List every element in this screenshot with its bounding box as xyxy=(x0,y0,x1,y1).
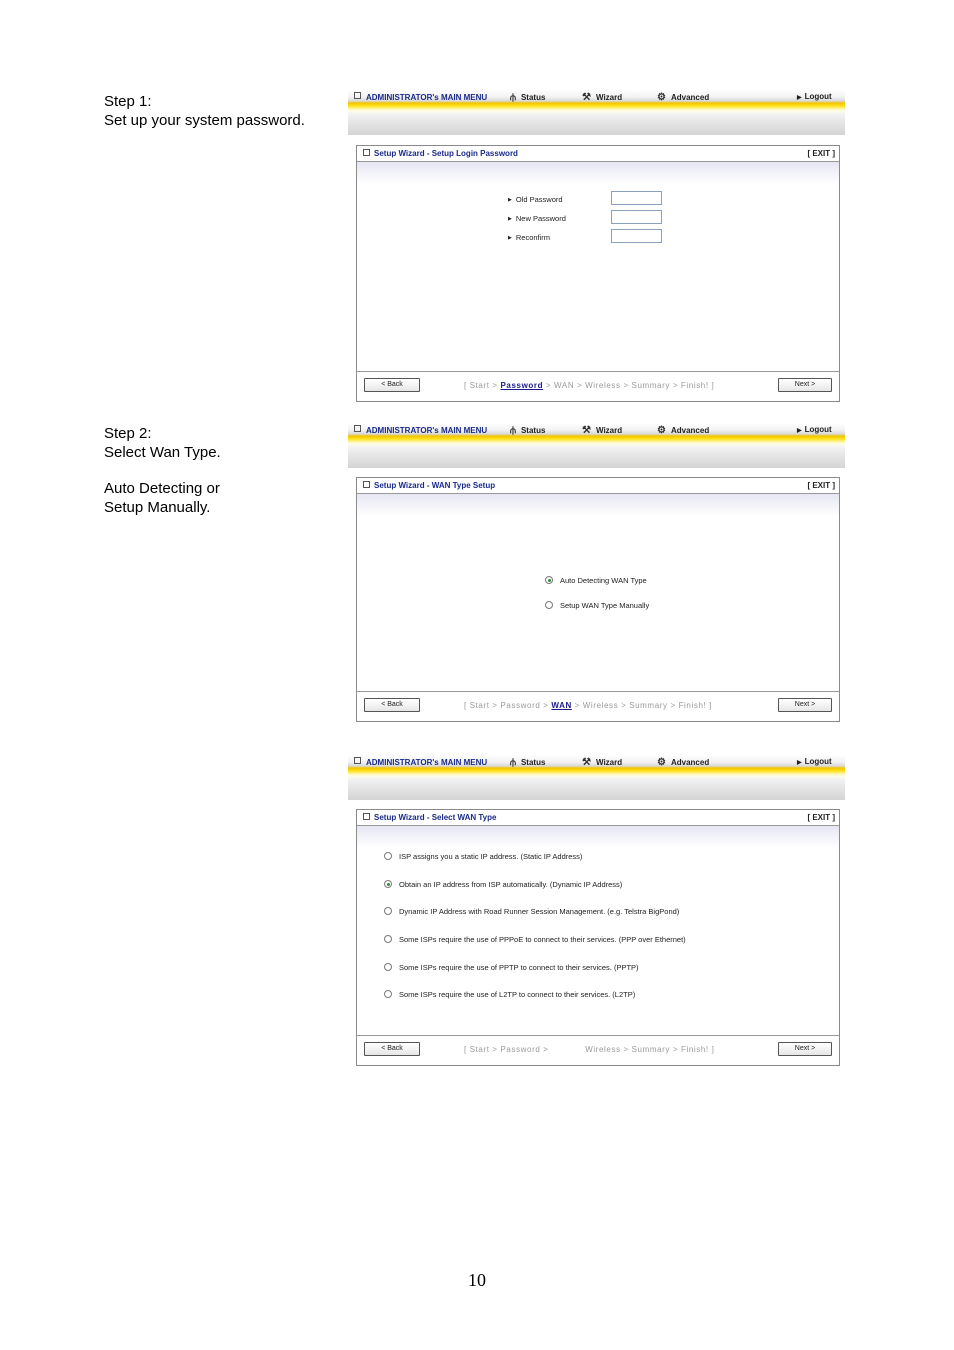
admin-main-menu[interactable]: ADMINISTRATOR's MAIN MENU xyxy=(354,92,487,102)
new-password-label: ▶ New Password xyxy=(508,214,566,223)
menu-advanced[interactable]: ⚙ Advanced xyxy=(657,425,710,436)
back-button[interactable]: < Back xyxy=(364,378,420,392)
menu-square-icon xyxy=(354,757,361,764)
arrow-right-icon: ▶ xyxy=(797,428,802,434)
wizard-panel-wan-setup xyxy=(356,477,840,722)
panel-square-icon xyxy=(363,813,370,820)
menu-status[interactable]: ⫛ Status xyxy=(510,425,546,436)
arrow-right-icon: ▶ xyxy=(797,95,802,101)
crumb-wan-current[interactable]: WAN xyxy=(551,701,572,710)
admin-main-menu[interactable]: ADMINISTRATOR's MAIN MENU xyxy=(354,757,487,767)
radio-unselected[interactable] xyxy=(384,907,392,915)
option-dynamic-ip[interactable]: Obtain an IP address from ISP automatically. (Dynamic IP Address) xyxy=(384,880,622,889)
step2-desc: Select Wan Type. xyxy=(104,444,221,461)
radio-unselected[interactable] xyxy=(545,601,553,609)
menu-logout[interactable]: ▶ Logout xyxy=(797,757,832,766)
step2-title: Step 2: xyxy=(104,425,152,442)
new-password-input[interactable] xyxy=(611,210,662,224)
panel-header xyxy=(357,810,839,826)
panel-band xyxy=(357,162,839,184)
next-button[interactable]: Next > xyxy=(778,378,832,392)
panel-square-icon xyxy=(363,149,370,156)
next-button[interactable]: Next > xyxy=(778,1042,832,1056)
wizard-panel-password xyxy=(356,145,840,402)
wizard-breadcrumb: [ Start > Password > Wireless > Summary > Finish! ] xyxy=(464,1045,715,1054)
main-menu-bar xyxy=(348,755,845,800)
main-menu-bar xyxy=(348,423,845,468)
advanced-icon: ⚙ xyxy=(657,92,666,103)
wizard-panel-select-wan xyxy=(356,809,840,1066)
radio-unselected[interactable] xyxy=(384,935,392,943)
panel-title: Setup Wizard - WAN Type Setup xyxy=(363,481,495,490)
wizard-icon: ⚒ xyxy=(582,92,591,103)
panel-title: Setup Wizard - Select WAN Type xyxy=(363,813,496,822)
exit-button[interactable]: [ EXIT ] xyxy=(807,481,835,490)
step1-text xyxy=(104,92,305,130)
advanced-icon: ⚙ xyxy=(657,757,666,768)
wizard-breadcrumb: [ Start > Password > WAN > Wireless > Summary > Finish! ] xyxy=(464,381,715,390)
menu-square-icon xyxy=(354,425,361,432)
crumb-password-current[interactable]: Password xyxy=(500,381,544,390)
step1-title: Step 1: xyxy=(104,93,152,110)
menu-wizard[interactable]: ⚒ Wizard xyxy=(582,757,623,768)
old-password-input[interactable] xyxy=(611,191,662,205)
old-password-label: ▶ Old Password xyxy=(508,195,563,204)
back-button[interactable]: < Back xyxy=(364,698,420,712)
panel-footer xyxy=(357,691,839,721)
advanced-icon: ⚙ xyxy=(657,425,666,436)
step2-note-1: Auto Detecting or xyxy=(104,480,220,497)
menu-square-icon xyxy=(354,92,361,99)
screenshot-password xyxy=(348,90,845,402)
status-icon: ⫛ xyxy=(510,757,516,768)
status-icon: ⫛ xyxy=(510,425,516,436)
menu-logout[interactable]: ▶ Logout xyxy=(797,92,832,101)
panel-footer xyxy=(357,1035,839,1065)
menu-status[interactable]: ⫛ Status xyxy=(510,757,546,768)
reconfirm-input[interactable] xyxy=(611,229,662,243)
panel-title: Setup Wizard - Setup Login Password xyxy=(363,149,518,158)
admin-main-menu[interactable]: ADMINISTRATOR's MAIN MENU xyxy=(354,425,487,435)
option-l2tp[interactable]: Some ISPs require the use of L2TP to connect to their services. (L2TP) xyxy=(384,990,635,999)
reconfirm-label: ▶ Reconfirm xyxy=(508,233,551,242)
wizard-icon: ⚒ xyxy=(582,757,591,768)
bullet-icon: ▶ xyxy=(508,216,512,222)
option-pptp[interactable]: Some ISPs require the use of PPTP to connect to their services. (PPTP) xyxy=(384,963,639,972)
exit-button[interactable]: [ EXIT ] xyxy=(807,149,835,158)
panel-header xyxy=(357,146,839,162)
main-menu-bar xyxy=(348,90,845,135)
panel-band xyxy=(357,494,839,516)
bullet-icon: ▶ xyxy=(508,197,512,203)
panel-footer xyxy=(357,371,839,401)
panel-square-icon xyxy=(363,481,370,488)
radio-unselected[interactable] xyxy=(384,852,392,860)
step2-note-2: Setup Manually. xyxy=(104,499,211,516)
status-icon: ⫛ xyxy=(510,92,516,103)
exit-button[interactable]: [ EXIT ] xyxy=(807,813,835,822)
option-auto-detect[interactable]: Auto Detecting WAN Type xyxy=(545,576,647,585)
radio-unselected[interactable] xyxy=(384,990,392,998)
option-road-runner[interactable]: Dynamic IP Address with Road Runner Session Management. (e.g. Telstra BigPond) xyxy=(384,907,679,916)
bullet-icon: ▶ xyxy=(508,235,512,241)
menu-logout[interactable]: ▶ Logout xyxy=(797,425,832,434)
menu-status[interactable]: ⫛ Status xyxy=(510,92,546,103)
wizard-icon: ⚒ xyxy=(582,425,591,436)
wizard-breadcrumb: [ Start > Password > WAN > Wireless > Summary > Finish! ] xyxy=(464,701,712,710)
page-number: 10 xyxy=(468,1270,486,1290)
step2-text xyxy=(104,424,221,517)
menu-wizard[interactable]: ⚒ Wizard xyxy=(582,425,623,436)
radio-selected[interactable] xyxy=(545,576,553,584)
panel-band xyxy=(357,826,839,848)
back-button[interactable]: < Back xyxy=(364,1042,420,1056)
screenshot-select-wan-type xyxy=(348,755,845,1067)
option-manual-setup[interactable]: Setup WAN Type Manually xyxy=(545,601,649,610)
option-pppoe[interactable]: Some ISPs require the use of PPPoE to connect to their services. (PPP over Ethernet) xyxy=(384,935,686,944)
panel-header xyxy=(357,478,839,494)
menu-advanced[interactable]: ⚙ Advanced xyxy=(657,92,710,103)
step1-desc: Set up your system password. xyxy=(104,112,305,129)
radio-selected[interactable] xyxy=(384,880,392,888)
next-button[interactable]: Next > xyxy=(778,698,832,712)
menu-advanced[interactable]: ⚙ Advanced xyxy=(657,757,710,768)
menu-wizard[interactable]: ⚒ Wizard xyxy=(582,92,623,103)
arrow-right-icon: ▶ xyxy=(797,760,802,766)
radio-unselected[interactable] xyxy=(384,963,392,971)
screenshot-wan-type-setup xyxy=(348,423,845,723)
option-static-ip[interactable]: ISP assigns you a static IP address. (Static IP Address) xyxy=(384,852,582,861)
